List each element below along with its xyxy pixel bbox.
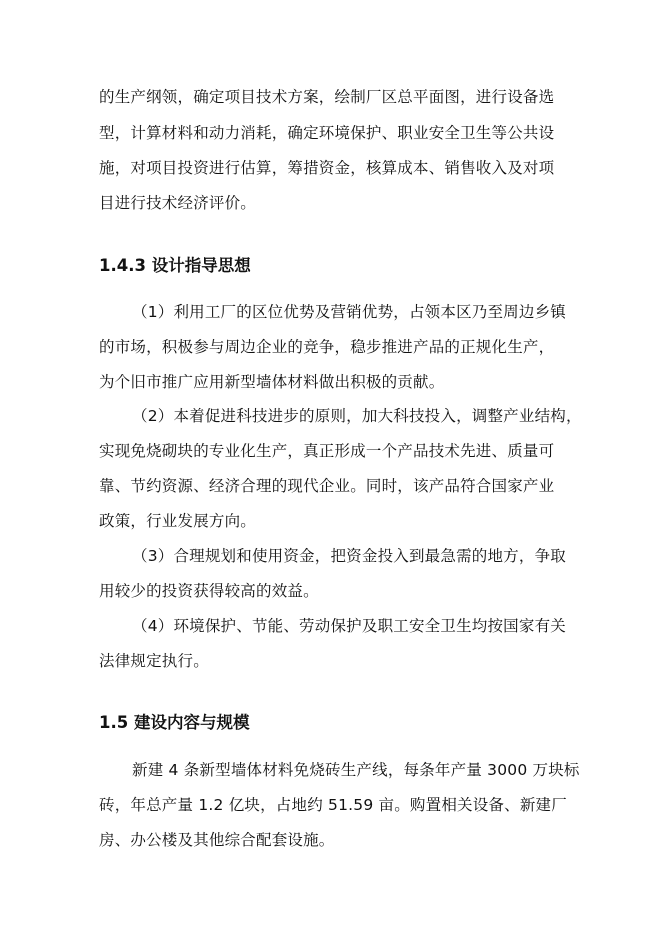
text-line: 用较少的投资获得较高的效益。: [99, 582, 319, 600]
text-line: （1）利用工厂的区位优势及营销优势，占领本区乃至周边乡镇: [132, 303, 566, 321]
text-line: 型，计算材料和动力消耗，确定环境保护、职业安全卫生等公共设: [99, 124, 555, 142]
text-line: 靠、节约资源、经济合理的现代企业。同时，该产品符合国家产业: [99, 477, 555, 495]
text-line: 新建 4 条新型墙体材料免烧砖生产线，每条年产量 3000 万块标: [132, 761, 580, 779]
section-heading-1-5: 1.5 建设内容与规模: [99, 713, 250, 732]
text-line: 的生产纲领，确定项目技术方案，绘制厂区总平面图，进行设备选: [99, 88, 555, 106]
text-line: 法律规定执行。: [99, 652, 209, 670]
text-line: 房、办公楼及其他综合配套设施。: [99, 831, 335, 849]
text-line: 施，对项目投资进行估算，筹措资金，核算成本、销售收入及对项: [99, 159, 555, 177]
text-line: 的市场，积极参与周边企业的竞争，稳步推进产品的正规化生产，: [99, 338, 555, 356]
text-line: 为个旧市推广应用新型墙体材料做出积极的贡献。: [99, 373, 445, 391]
section-heading-1-4-3: 1.4.3 设计指导思想: [99, 256, 251, 275]
text-line: 实现免烧砌块的专业化生产，真正形成一个产品技术先进、质量可: [99, 442, 555, 460]
text-line: （4）环境保护、节能、劳动保护及职工安全卫生均按国家有关: [132, 617, 566, 635]
text-line: （2）本着促进科技进步的原则，加大科技投入，调整产业结构，: [132, 407, 582, 425]
text-line: （3）合理规划和使用资金，把资金投入到最急需的地方，争取: [132, 547, 566, 565]
text-line: 政策，行业发展方向。: [99, 512, 257, 530]
text-line: 目进行技术经济评价。: [99, 194, 257, 212]
text-line: 砖，年总产量 1.2 亿块，占地约 51.59 亩。购置相关设备、新建厂: [99, 796, 567, 814]
